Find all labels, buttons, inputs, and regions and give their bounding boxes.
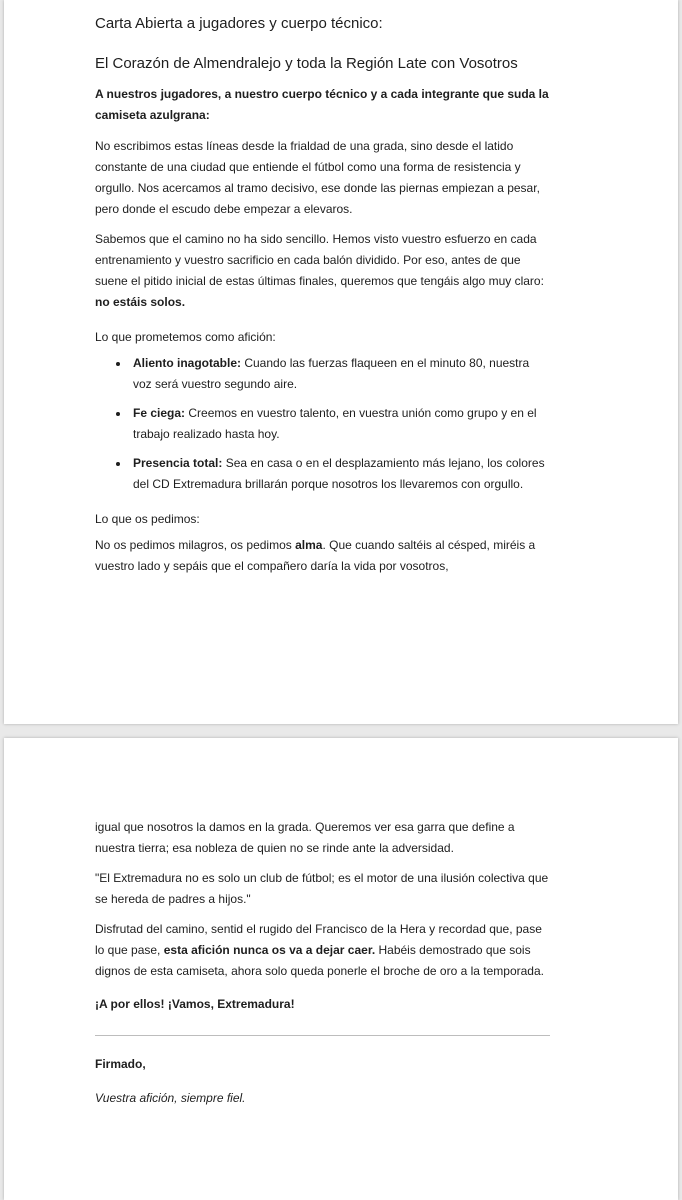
letter-greeting: A nuestros jugadores, a nuestro cuerpo técnico y a cada integrante que suda la camiseta azulgrana: <box>95 87 549 122</box>
promise-term: Presencia total: <box>133 456 223 470</box>
signed-label: Firmado, <box>95 1057 146 1071</box>
continuation-paragraph: igual que nosotros la damos en la grada. Queremos ver esa garra que define a nuestra tierra; esa nobleza de quien no se rinde ante la adversidad. <box>95 820 515 855</box>
promises-list <box>95 353 550 495</box>
paragraph-2 <box>95 229 550 313</box>
page-1-content <box>95 14 550 586</box>
promise-text: Cuando las fuerzas flaqueen en el minuto 80, nuestra voz será vuestro segundo aire. <box>133 356 530 391</box>
page-2-content <box>95 817 550 1109</box>
ask-text-end: . Que cuando saltéis al césped, miréis a vuestro lado y sepáis que el compañero daría la vida por vosotros, <box>95 538 536 573</box>
letter-title: Carta Abierta a jugadores y cuerpo técnico: <box>95 15 383 32</box>
letter-subtitle: El Corazón de Almendralejo y toda la Región Late con Vosotros <box>95 55 518 72</box>
final-paragraph <box>95 919 550 982</box>
promise-term: Aliento inagotable: <box>133 356 241 370</box>
list-item <box>133 353 550 395</box>
promise-term: Fe ciega: <box>133 406 186 420</box>
quote-paragraph: "El Extremadura no es solo un club de fútbol; es el motor de una ilusión colectiva que se hereda de padres a hijos." <box>95 871 549 906</box>
list-item <box>133 453 550 495</box>
ask-text-start: No os pedimos milagros, os pedimos <box>95 538 296 552</box>
final-text-start: Disfrutad del camino, sentid el rugido del Francisco de la Hera y recordad que, pase lo que pase, <box>95 922 542 957</box>
paragraph-2-emphasis: no estáis solos. <box>95 295 186 309</box>
paragraph-1: No escribimos estas líneas desde la frialdad de una grada, sino desde el latido constante de una ciudad que entiende el fútbol como una forma de resistencia y orgullo. Nos acercamos al tramo decisivo, ese donde las piernas empiezan a pesar, pero donde el escudo debe empezar a elevaros. <box>95 139 540 216</box>
paragraph-2-text: Sabemos que el camino no ha sido sencillo. Hemos visto vuestro esfuerzo en cada entrenamiento y vuestro sacrificio en cada balón dividido. Por eso, antes de que suene el pitido inicial de estas últimas finales, queremos que tengáis algo muy claro: <box>95 232 544 288</box>
promise-text: Sea en casa o en el desplazamiento más lejano, los colores del CD Extremadura brillarán porque nosotros los llevaremos con orgullo. <box>133 456 545 491</box>
document-page-2 <box>4 738 678 1200</box>
promises-heading: Lo que prometemos como afición: <box>95 330 276 344</box>
ask-emphasis: alma <box>295 538 323 552</box>
divider <box>95 1035 550 1036</box>
final-text-end: Habéis demostrado que sois dignos de esta camiseta, ahora solo queda ponerle el broche de oro a la temporada. <box>95 943 544 978</box>
ask-heading: Lo que os pedimos: <box>95 512 200 526</box>
final-emphasis: esta afición nunca os va a dejar caer. <box>163 943 376 957</box>
ask-paragraph <box>95 535 550 577</box>
document-page-1 <box>4 0 678 724</box>
signature: Vuestra afición, siempre fiel. <box>95 1091 246 1105</box>
promise-text: Creemos en vuestro talento, en vuestra unión como grupo y en el trabajo realizado hasta hoy. <box>133 406 537 441</box>
closing-line: ¡A por ellos! ¡Vamos, Extremadura! <box>95 997 295 1011</box>
list-item <box>133 403 550 445</box>
